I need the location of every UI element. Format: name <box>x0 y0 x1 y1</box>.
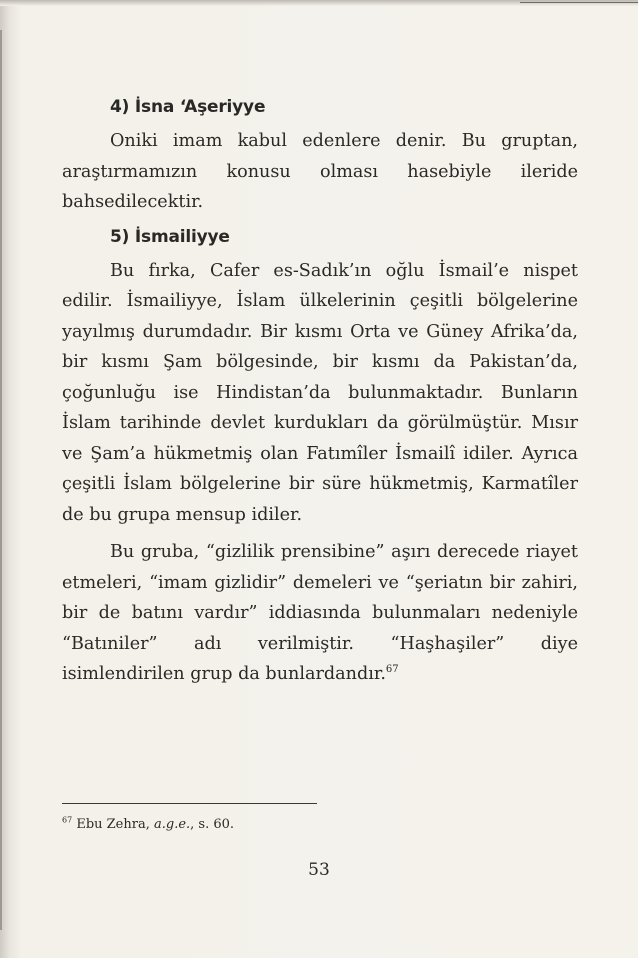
footnote-reference-abbrev: a.g.e. <box>153 817 191 832</box>
page-gutter-edge <box>0 30 2 930</box>
paragraph-isna-aseriyye: Oniki imam kabul edenlere denir. Bu gruptan, araştırmamızın konusu olması hasebiyle ileride bahsedilecektir. <box>62 131 578 212</box>
page-top-edge-line <box>520 2 638 3</box>
paragraph-ismailiyye: Bu fırka, Cafer es-Sadık’ın oğlu İsmail’e nispet edilir. İsmailiyye, İslam ülkelerinin çeşitli bölgelerine yayılmış durumdadır. Bir kısmı Orta ve Güney Afrika’da, bir kısmı Şam bölgesinde, bir kısmı da Pakistan’da, çoğunluğu ise Hindistan’da bulunmaktadır. Bunların İslam tarihinde devlet kurdukları da görülmüştür. Mısır ve Şam’a hükmetmiş olan Fatımîler İsmailî idiler. Ayrıca çeşitli İslam bölgelerine bir süre hükmetmiş, Karmatîler de bu grupa mensup idiler. <box>62 260 578 525</box>
footnote-number: 67 <box>62 815 73 825</box>
footnote-pages: , s. 60. <box>190 817 235 832</box>
paragraph-batiniler-text: Bu gruba, “gizlilik prensibine” aşırı derecede riayet etmeleri, “imam gizlidir” demeleri ve “şeriatın bir zahiri, bir de batını vardır” iddiasında bulunmaları nedeniyle “Batıniler” adı verilmiştir. “Haşhaşiler” diye isimlendirilen grup da bunlardandır. <box>62 542 578 684</box>
section-heading-isna-aseriyye: 4) İsna ‘Aşeriyye <box>110 97 266 117</box>
section-heading-ismailiyye: 5) İsmailiyye <box>110 226 230 247</box>
footnote <box>62 816 462 834</box>
body-text <box>62 92 578 690</box>
footnote-author: Ebu Zehra, <box>76 817 154 832</box>
footnote-reference: 67 <box>385 664 399 676</box>
paragraph-batiniler <box>62 537 578 690</box>
page-top-edge <box>0 0 638 6</box>
page-number: 53 <box>308 860 330 880</box>
footnote-divider <box>62 803 317 804</box>
